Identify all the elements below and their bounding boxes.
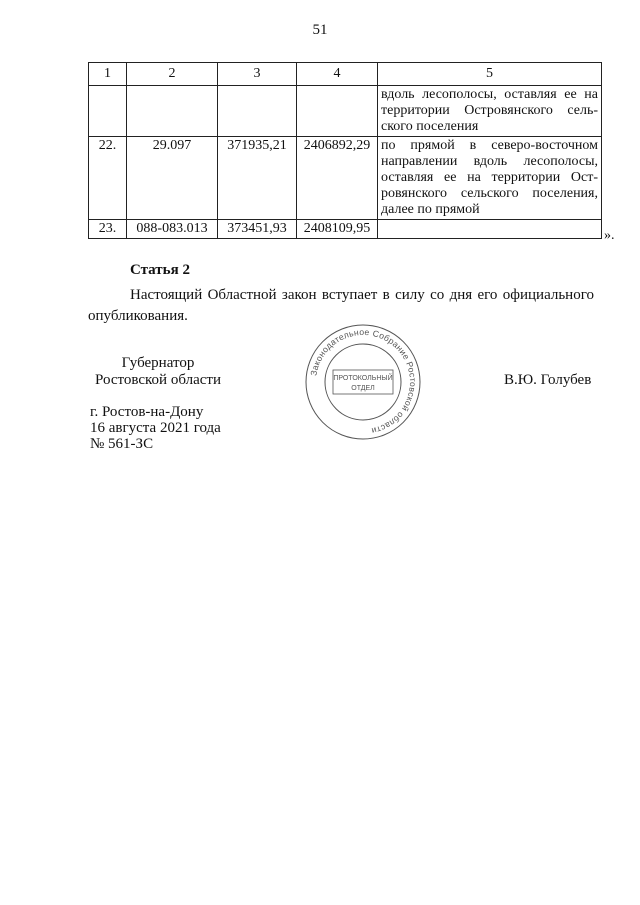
table-row — [89, 137, 602, 220]
table-header-cell: 2 — [127, 63, 218, 86]
seal-outer-ring — [306, 325, 420, 439]
table-header-row — [89, 63, 602, 86]
seal-ring-text: Законодательное Собрание Ростовской области — [308, 326, 419, 437]
x-coordinate-cell: 371935,21 — [218, 137, 297, 220]
y-coordinate-cell: 2406892,29 — [297, 137, 378, 220]
row-number-cell — [89, 86, 127, 137]
table-row — [89, 220, 602, 239]
x-coordinate-cell: 373451,93 — [218, 220, 297, 239]
signing-date: 16 августа 2021 года — [90, 420, 221, 436]
seal-center-line2: ОТДЕЛ — [351, 385, 375, 392]
coordinates-table — [88, 62, 602, 239]
description-cell: вдоль лесополосы, оставляя ее на территории Островянского сель-ского поселения — [378, 86, 602, 137]
signing-place: г. Ростов-на-Дону — [90, 404, 204, 420]
x-coordinate-cell — [218, 86, 297, 137]
table-row — [89, 86, 602, 137]
point-cell: 088-083.013 — [127, 220, 218, 239]
place-date-block — [90, 404, 221, 452]
table-header-cell: 3 — [218, 63, 297, 86]
y-coordinate-cell — [297, 86, 378, 137]
description-cell — [378, 220, 602, 239]
point-cell — [127, 86, 218, 137]
page-number: 51 — [312, 22, 328, 38]
closing-quote: ». — [604, 228, 615, 243]
law-number: № 561-ЗС — [90, 436, 154, 452]
table-header-cell: 4 — [297, 63, 378, 86]
table-header-cell: 5 — [378, 63, 602, 86]
seal-inner-ring — [325, 344, 401, 420]
point-cell: 29.097 — [127, 137, 218, 220]
signatory-title-line1: Губернатор — [121, 355, 195, 371]
signatory-title — [92, 355, 224, 389]
description-cell: по прямой в северо-восточном направлении вдоль лесополосы, оставляя ее на территории Ост-ровянского сельского поселения, далее по прямой — [378, 137, 602, 220]
article-text: Настоящий Областной закон вступает в силу со дня его официального опубликования. — [88, 287, 594, 324]
official-seal-stamp — [303, 322, 423, 442]
row-number-cell: 23. — [89, 220, 127, 239]
signatory-title-line2: Ростовской области — [95, 372, 221, 388]
table-header-cell: 1 — [89, 63, 127, 86]
signatory-name: В.Ю. Голубев — [504, 372, 592, 388]
row-number-cell: 22. — [89, 137, 127, 220]
y-coordinate-cell: 2408109,95 — [297, 220, 378, 239]
seal-center-line1: ПРОТОКОЛЬНЫЙ — [333, 375, 393, 382]
article-heading: Статья 2 — [130, 262, 190, 278]
